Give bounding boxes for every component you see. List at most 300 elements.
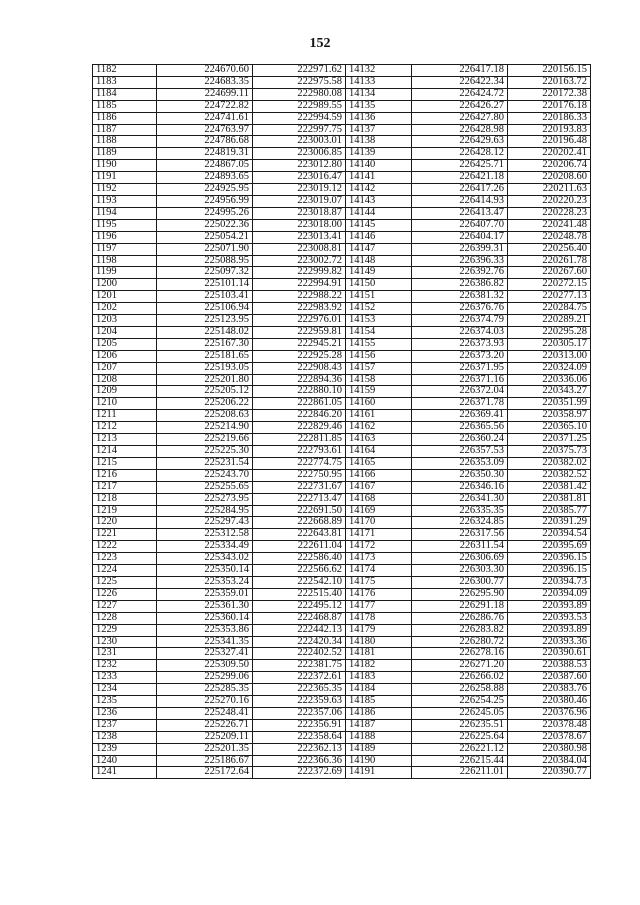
point-id-right-cell: 14155 xyxy=(346,338,412,350)
point-id-right-cell: 14137 xyxy=(346,124,412,136)
y-coordinate-left-cell: 222372.61 xyxy=(253,672,346,684)
x-coordinate-left-cell: 225334.49 xyxy=(157,541,253,553)
y-coordinate-right-cell: 220390.61 xyxy=(508,648,591,660)
point-id-right-cell: 14188 xyxy=(346,731,412,743)
point-id-right-cell: 14152 xyxy=(346,303,412,315)
table-row xyxy=(93,565,591,577)
y-coordinate-left-cell: 222925.28 xyxy=(253,350,346,362)
y-coordinate-left-cell: 222908.43 xyxy=(253,362,346,374)
y-coordinate-right-cell: 220394.54 xyxy=(508,529,591,541)
y-coordinate-left-cell: 222442.13 xyxy=(253,624,346,636)
x-coordinate-left-cell: 225327.41 xyxy=(157,648,253,660)
point-id-right-cell: 14134 xyxy=(346,88,412,100)
x-coordinate-left-cell: 225181.65 xyxy=(157,350,253,362)
point-id-right-cell: 14168 xyxy=(346,493,412,505)
point-id-left-cell: 1193 xyxy=(93,195,157,207)
x-coordinate-right-cell: 226350.30 xyxy=(412,469,508,481)
point-id-right-cell: 14164 xyxy=(346,446,412,458)
y-coordinate-right-cell: 220371.25 xyxy=(508,434,591,446)
x-coordinate-right-cell: 226317.56 xyxy=(412,529,508,541)
x-coordinate-right-cell: 226386.82 xyxy=(412,279,508,291)
y-coordinate-right-cell: 220384.04 xyxy=(508,755,591,767)
x-coordinate-right-cell: 226417.18 xyxy=(412,65,508,77)
y-coordinate-left-cell: 222989.55 xyxy=(253,100,346,112)
point-id-left-cell: 1210 xyxy=(93,398,157,410)
x-coordinate-left-cell: 224683.35 xyxy=(157,76,253,88)
point-id-right-cell: 14161 xyxy=(346,410,412,422)
x-coordinate-right-cell: 226422.34 xyxy=(412,76,508,88)
table-row xyxy=(93,398,591,410)
table-row xyxy=(93,362,591,374)
y-coordinate-right-cell: 220206.74 xyxy=(508,160,591,172)
y-coordinate-left-cell: 222359.63 xyxy=(253,696,346,708)
point-id-left-cell: 1216 xyxy=(93,469,157,481)
y-coordinate-left-cell: 222731.67 xyxy=(253,481,346,493)
point-id-right-cell: 14147 xyxy=(346,243,412,255)
x-coordinate-left-cell: 225343.02 xyxy=(157,553,253,565)
x-coordinate-right-cell: 226303.30 xyxy=(412,565,508,577)
point-id-left-cell: 1206 xyxy=(93,350,157,362)
table-row xyxy=(93,767,591,779)
table-row xyxy=(93,636,591,648)
table-row xyxy=(93,553,591,565)
x-coordinate-left-cell: 225205.12 xyxy=(157,386,253,398)
x-coordinate-right-cell: 226283.82 xyxy=(412,624,508,636)
y-coordinate-left-cell: 222994.59 xyxy=(253,112,346,124)
x-coordinate-left-cell: 225270.16 xyxy=(157,696,253,708)
y-coordinate-left-cell: 222861.05 xyxy=(253,398,346,410)
y-coordinate-left-cell: 222894.36 xyxy=(253,374,346,386)
table-row xyxy=(93,696,591,708)
x-coordinate-right-cell: 226353.09 xyxy=(412,457,508,469)
y-coordinate-left-cell: 223018.00 xyxy=(253,219,346,231)
y-coordinate-left-cell: 222945.21 xyxy=(253,338,346,350)
y-coordinate-left-cell: 222988.22 xyxy=(253,291,346,303)
table-row xyxy=(93,219,591,231)
x-coordinate-left-cell: 224867.05 xyxy=(157,160,253,172)
x-coordinate-right-cell: 226428.98 xyxy=(412,124,508,136)
table-row xyxy=(93,624,591,636)
x-coordinate-left-cell: 225225.30 xyxy=(157,446,253,458)
y-coordinate-left-cell: 222357.06 xyxy=(253,707,346,719)
y-coordinate-right-cell: 220163.72 xyxy=(508,76,591,88)
point-id-right-cell: 14190 xyxy=(346,755,412,767)
point-id-left-cell: 1207 xyxy=(93,362,157,374)
point-id-right-cell: 14176 xyxy=(346,588,412,600)
x-coordinate-left-cell: 224995.26 xyxy=(157,207,253,219)
x-coordinate-right-cell: 226424.72 xyxy=(412,88,508,100)
point-id-left-cell: 1228 xyxy=(93,612,157,624)
y-coordinate-right-cell: 220393.89 xyxy=(508,624,591,636)
x-coordinate-right-cell: 226271.20 xyxy=(412,660,508,672)
y-coordinate-right-cell: 220261.78 xyxy=(508,255,591,267)
x-coordinate-left-cell: 225172.64 xyxy=(157,767,253,779)
point-id-right-cell: 14133 xyxy=(346,76,412,88)
coordinates-table-body xyxy=(93,65,591,779)
x-coordinate-left-cell: 225255.65 xyxy=(157,481,253,493)
point-id-left-cell: 1196 xyxy=(93,231,157,243)
y-coordinate-left-cell: 222999.82 xyxy=(253,267,346,279)
x-coordinate-right-cell: 226221.12 xyxy=(412,743,508,755)
point-id-right-cell: 14166 xyxy=(346,469,412,481)
y-coordinate-right-cell: 220156.15 xyxy=(508,65,591,77)
table-row xyxy=(93,410,591,422)
x-coordinate-right-cell: 226371.16 xyxy=(412,374,508,386)
x-coordinate-left-cell: 225243.70 xyxy=(157,469,253,481)
point-id-right-cell: 14136 xyxy=(346,112,412,124)
point-id-left-cell: 1208 xyxy=(93,374,157,386)
table-row xyxy=(93,457,591,469)
y-coordinate-right-cell: 220172.38 xyxy=(508,88,591,100)
page-number: 152 xyxy=(309,36,331,51)
y-coordinate-left-cell: 223012.80 xyxy=(253,160,346,172)
table-row xyxy=(93,600,591,612)
point-id-right-cell: 14169 xyxy=(346,505,412,517)
y-coordinate-left-cell: 222362.13 xyxy=(253,743,346,755)
x-coordinate-left-cell: 225299.06 xyxy=(157,672,253,684)
y-coordinate-left-cell: 222381.75 xyxy=(253,660,346,672)
point-id-right-cell: 14150 xyxy=(346,279,412,291)
point-id-left-cell: 1197 xyxy=(93,243,157,255)
y-coordinate-left-cell: 222975.58 xyxy=(253,76,346,88)
point-id-left-cell: 1238 xyxy=(93,731,157,743)
x-coordinate-right-cell: 226426.27 xyxy=(412,100,508,112)
x-coordinate-left-cell: 225208.63 xyxy=(157,410,253,422)
y-coordinate-left-cell: 222997.75 xyxy=(253,124,346,136)
point-id-left-cell: 1185 xyxy=(93,100,157,112)
x-coordinate-left-cell: 225186.67 xyxy=(157,755,253,767)
point-id-right-cell: 14151 xyxy=(346,291,412,303)
point-id-left-cell: 1202 xyxy=(93,303,157,315)
x-coordinate-left-cell: 225097.32 xyxy=(157,267,253,279)
x-coordinate-right-cell: 226417.26 xyxy=(412,184,508,196)
y-coordinate-right-cell: 220393.53 xyxy=(508,612,591,624)
y-coordinate-left-cell: 223002.72 xyxy=(253,255,346,267)
table-row xyxy=(93,434,591,446)
x-coordinate-left-cell: 225360.14 xyxy=(157,612,253,624)
table-row xyxy=(93,350,591,362)
table-row xyxy=(93,326,591,338)
x-coordinate-right-cell: 226235.51 xyxy=(412,719,508,731)
point-id-left-cell: 1219 xyxy=(93,505,157,517)
x-coordinate-left-cell: 225341.35 xyxy=(157,636,253,648)
y-coordinate-right-cell: 220343.27 xyxy=(508,386,591,398)
x-coordinate-left-cell: 225312.58 xyxy=(157,529,253,541)
table-row xyxy=(93,231,591,243)
x-coordinate-left-cell: 225054.21 xyxy=(157,231,253,243)
point-id-left-cell: 1201 xyxy=(93,291,157,303)
y-coordinate-right-cell: 220176.18 xyxy=(508,100,591,112)
point-id-right-cell: 14135 xyxy=(346,100,412,112)
table-row xyxy=(93,386,591,398)
y-coordinate-left-cell: 223019.12 xyxy=(253,184,346,196)
point-id-left-cell: 1190 xyxy=(93,160,157,172)
x-coordinate-right-cell: 226373.93 xyxy=(412,338,508,350)
x-coordinate-left-cell: 225214.90 xyxy=(157,422,253,434)
point-id-left-cell: 1188 xyxy=(93,136,157,148)
point-id-left-cell: 1224 xyxy=(93,565,157,577)
x-coordinate-right-cell: 226286.76 xyxy=(412,612,508,624)
table-row xyxy=(93,88,591,100)
x-coordinate-right-cell: 226371.95 xyxy=(412,362,508,374)
y-coordinate-right-cell: 220289.21 xyxy=(508,315,591,327)
y-coordinate-left-cell: 222515.40 xyxy=(253,588,346,600)
x-coordinate-left-cell: 224956.99 xyxy=(157,195,253,207)
table-row xyxy=(93,588,591,600)
point-id-left-cell: 1233 xyxy=(93,672,157,684)
point-id-left-cell: 1226 xyxy=(93,588,157,600)
y-coordinate-right-cell: 220382.02 xyxy=(508,457,591,469)
y-coordinate-right-cell: 220376.96 xyxy=(508,707,591,719)
table-row xyxy=(93,112,591,124)
y-coordinate-right-cell: 220383.76 xyxy=(508,684,591,696)
point-id-left-cell: 1212 xyxy=(93,422,157,434)
table-row xyxy=(93,291,591,303)
x-coordinate-left-cell: 225353.86 xyxy=(157,624,253,636)
y-coordinate-right-cell: 220256.40 xyxy=(508,243,591,255)
x-coordinate-right-cell: 226291.18 xyxy=(412,600,508,612)
y-coordinate-left-cell: 222402.52 xyxy=(253,648,346,660)
y-coordinate-right-cell: 220378.67 xyxy=(508,731,591,743)
x-coordinate-left-cell: 225123.95 xyxy=(157,315,253,327)
point-id-right-cell: 14184 xyxy=(346,684,412,696)
y-coordinate-right-cell: 220391.29 xyxy=(508,517,591,529)
x-coordinate-right-cell: 226371.78 xyxy=(412,398,508,410)
y-coordinate-right-cell: 220295.28 xyxy=(508,326,591,338)
table-row xyxy=(93,684,591,696)
table-row xyxy=(93,493,591,505)
point-id-right-cell: 14143 xyxy=(346,195,412,207)
table-row xyxy=(93,136,591,148)
x-coordinate-left-cell: 225353.24 xyxy=(157,576,253,588)
y-coordinate-right-cell: 220375.73 xyxy=(508,446,591,458)
x-coordinate-right-cell: 226374.79 xyxy=(412,315,508,327)
point-id-right-cell: 14177 xyxy=(346,600,412,612)
y-coordinate-left-cell: 222750.95 xyxy=(253,469,346,481)
table-row xyxy=(93,541,591,553)
x-coordinate-right-cell: 226324.85 xyxy=(412,517,508,529)
point-id-right-cell: 14142 xyxy=(346,184,412,196)
point-id-right-cell: 14159 xyxy=(346,386,412,398)
point-id-right-cell: 14154 xyxy=(346,326,412,338)
x-coordinate-right-cell: 226365.56 xyxy=(412,422,508,434)
y-coordinate-left-cell: 222358.64 xyxy=(253,731,346,743)
y-coordinate-right-cell: 220381.42 xyxy=(508,481,591,493)
x-coordinate-right-cell: 226280.72 xyxy=(412,636,508,648)
point-id-right-cell: 14187 xyxy=(346,719,412,731)
point-id-right-cell: 14156 xyxy=(346,350,412,362)
x-coordinate-right-cell: 226396.33 xyxy=(412,255,508,267)
point-id-left-cell: 1222 xyxy=(93,541,157,553)
y-coordinate-left-cell: 222980.08 xyxy=(253,88,346,100)
point-id-left-cell: 1209 xyxy=(93,386,157,398)
x-coordinate-left-cell: 225219.66 xyxy=(157,434,253,446)
y-coordinate-right-cell: 220324.09 xyxy=(508,362,591,374)
point-id-right-cell: 14160 xyxy=(346,398,412,410)
table-row xyxy=(93,529,591,541)
point-id-right-cell: 14157 xyxy=(346,362,412,374)
y-coordinate-right-cell: 220196.48 xyxy=(508,136,591,148)
x-coordinate-right-cell: 226346.16 xyxy=(412,481,508,493)
table-row xyxy=(93,731,591,743)
x-coordinate-left-cell: 225248.41 xyxy=(157,707,253,719)
table-row xyxy=(93,124,591,136)
point-id-right-cell: 14139 xyxy=(346,148,412,160)
point-id-right-cell: 14149 xyxy=(346,267,412,279)
table-row xyxy=(93,267,591,279)
table-row xyxy=(93,469,591,481)
x-coordinate-right-cell: 226413.47 xyxy=(412,207,508,219)
x-coordinate-right-cell: 226374.03 xyxy=(412,326,508,338)
y-coordinate-left-cell: 222372.69 xyxy=(253,767,346,779)
point-id-left-cell: 1186 xyxy=(93,112,157,124)
point-id-left-cell: 1198 xyxy=(93,255,157,267)
y-coordinate-right-cell: 220393.36 xyxy=(508,636,591,648)
coordinates-table xyxy=(92,64,591,779)
y-coordinate-left-cell: 222420.34 xyxy=(253,636,346,648)
table-row xyxy=(93,148,591,160)
y-coordinate-right-cell: 220388.53 xyxy=(508,660,591,672)
point-id-left-cell: 1189 xyxy=(93,148,157,160)
point-id-left-cell: 1234 xyxy=(93,684,157,696)
y-coordinate-left-cell: 222983.92 xyxy=(253,303,346,315)
point-id-left-cell: 1225 xyxy=(93,576,157,588)
point-id-right-cell: 14174 xyxy=(346,565,412,577)
table-row xyxy=(93,707,591,719)
point-id-right-cell: 14144 xyxy=(346,207,412,219)
x-coordinate-right-cell: 226266.02 xyxy=(412,672,508,684)
y-coordinate-right-cell: 220313.00 xyxy=(508,350,591,362)
y-coordinate-right-cell: 220381.81 xyxy=(508,493,591,505)
point-id-right-cell: 14181 xyxy=(346,648,412,660)
x-coordinate-right-cell: 226381.32 xyxy=(412,291,508,303)
y-coordinate-right-cell: 220387.60 xyxy=(508,672,591,684)
point-id-right-cell: 14140 xyxy=(346,160,412,172)
point-id-left-cell: 1231 xyxy=(93,648,157,660)
y-coordinate-left-cell: 222356.91 xyxy=(253,719,346,731)
y-coordinate-left-cell: 222976.01 xyxy=(253,315,346,327)
x-coordinate-left-cell: 225101.14 xyxy=(157,279,253,291)
y-coordinate-right-cell: 220394.73 xyxy=(508,576,591,588)
point-id-right-cell: 14162 xyxy=(346,422,412,434)
y-coordinate-right-cell: 220380.98 xyxy=(508,743,591,755)
x-coordinate-left-cell: 224893.65 xyxy=(157,172,253,184)
point-id-left-cell: 1184 xyxy=(93,88,157,100)
x-coordinate-left-cell: 225209.11 xyxy=(157,731,253,743)
point-id-left-cell: 1192 xyxy=(93,184,157,196)
x-coordinate-left-cell: 224699.11 xyxy=(157,88,253,100)
y-coordinate-right-cell: 220393.89 xyxy=(508,600,591,612)
x-coordinate-right-cell: 226399.31 xyxy=(412,243,508,255)
point-id-right-cell: 14163 xyxy=(346,434,412,446)
y-coordinate-right-cell: 220390.77 xyxy=(508,767,591,779)
y-coordinate-right-cell: 220186.33 xyxy=(508,112,591,124)
table-row xyxy=(93,255,591,267)
x-coordinate-left-cell: 225106.94 xyxy=(157,303,253,315)
y-coordinate-right-cell: 220351.99 xyxy=(508,398,591,410)
point-id-left-cell: 1220 xyxy=(93,517,157,529)
point-id-left-cell: 1200 xyxy=(93,279,157,291)
point-id-right-cell: 14186 xyxy=(346,707,412,719)
point-id-right-cell: 14167 xyxy=(346,481,412,493)
x-coordinate-left-cell: 225284.95 xyxy=(157,505,253,517)
x-coordinate-left-cell: 225350.14 xyxy=(157,565,253,577)
y-coordinate-right-cell: 220394.09 xyxy=(508,588,591,600)
table-row xyxy=(93,612,591,624)
x-coordinate-left-cell: 225201.35 xyxy=(157,743,253,755)
y-coordinate-left-cell: 222542.10 xyxy=(253,576,346,588)
x-coordinate-right-cell: 226427.80 xyxy=(412,112,508,124)
point-id-right-cell: 14171 xyxy=(346,529,412,541)
y-coordinate-left-cell: 222971.62 xyxy=(253,65,346,77)
y-coordinate-left-cell: 223016.47 xyxy=(253,172,346,184)
point-id-right-cell: 14191 xyxy=(346,767,412,779)
table-row xyxy=(93,743,591,755)
x-coordinate-left-cell: 225361.30 xyxy=(157,600,253,612)
point-id-right-cell: 14178 xyxy=(346,612,412,624)
x-coordinate-right-cell: 226357.53 xyxy=(412,446,508,458)
x-coordinate-right-cell: 226215.44 xyxy=(412,755,508,767)
point-id-left-cell: 1187 xyxy=(93,124,157,136)
table-row xyxy=(93,422,591,434)
x-coordinate-left-cell: 224819.31 xyxy=(157,148,253,160)
y-coordinate-left-cell: 222713.47 xyxy=(253,493,346,505)
point-id-right-cell: 14180 xyxy=(346,636,412,648)
table-row xyxy=(93,374,591,386)
x-coordinate-right-cell: 226369.41 xyxy=(412,410,508,422)
y-coordinate-left-cell: 222365.35 xyxy=(253,684,346,696)
x-coordinate-right-cell: 226425.71 xyxy=(412,160,508,172)
point-id-right-cell: 14172 xyxy=(346,541,412,553)
x-coordinate-right-cell: 226376.76 xyxy=(412,303,508,315)
point-id-left-cell: 1182 xyxy=(93,65,157,77)
table-row xyxy=(93,76,591,88)
y-coordinate-left-cell: 223006.85 xyxy=(253,148,346,160)
y-coordinate-left-cell: 223019.07 xyxy=(253,195,346,207)
point-id-left-cell: 1232 xyxy=(93,660,157,672)
point-id-left-cell: 1195 xyxy=(93,219,157,231)
point-id-left-cell: 1213 xyxy=(93,434,157,446)
point-id-right-cell: 14175 xyxy=(346,576,412,588)
point-id-left-cell: 1229 xyxy=(93,624,157,636)
point-id-right-cell: 14145 xyxy=(346,219,412,231)
x-coordinate-left-cell: 225167.30 xyxy=(157,338,253,350)
y-coordinate-right-cell: 220396.15 xyxy=(508,565,591,577)
point-id-right-cell: 14132 xyxy=(346,65,412,77)
table-row xyxy=(93,207,591,219)
y-coordinate-right-cell: 220193.83 xyxy=(508,124,591,136)
table-row xyxy=(93,505,591,517)
y-coordinate-right-cell: 220305.17 xyxy=(508,338,591,350)
x-coordinate-left-cell: 225201.80 xyxy=(157,374,253,386)
point-id-right-cell: 14165 xyxy=(346,457,412,469)
point-id-right-cell: 14183 xyxy=(346,672,412,684)
point-id-right-cell: 14185 xyxy=(346,696,412,708)
x-coordinate-left-cell: 225226.71 xyxy=(157,719,253,731)
point-id-left-cell: 1223 xyxy=(93,553,157,565)
y-coordinate-right-cell: 220358.97 xyxy=(508,410,591,422)
point-id-right-cell: 14173 xyxy=(346,553,412,565)
x-coordinate-right-cell: 226258.88 xyxy=(412,684,508,696)
point-id-left-cell: 1239 xyxy=(93,743,157,755)
y-coordinate-left-cell: 222586.40 xyxy=(253,553,346,565)
table-row xyxy=(93,100,591,112)
x-coordinate-left-cell: 225148.02 xyxy=(157,326,253,338)
point-id-left-cell: 1203 xyxy=(93,315,157,327)
table-row xyxy=(93,243,591,255)
x-coordinate-right-cell: 226392.76 xyxy=(412,267,508,279)
y-coordinate-left-cell: 222366.36 xyxy=(253,755,346,767)
